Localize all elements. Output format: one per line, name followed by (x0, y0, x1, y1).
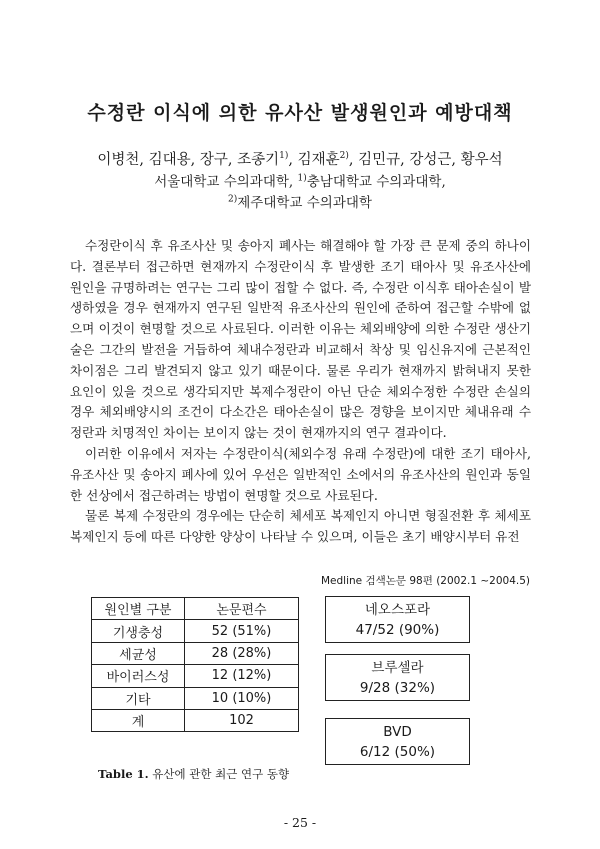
cell-count: 52 (51%) (185, 620, 299, 642)
cell-count: 10 (10%) (185, 687, 299, 709)
box-label: 네오스포라 (364, 602, 431, 618)
page-number: - 25 - (283, 815, 317, 830)
bvd-box (325, 718, 470, 765)
cell-cause: 바이러스성 (92, 665, 185, 687)
paragraph-3: 물론 복제 수정란의 경우에는 단순히 체세포 복제인지 아니면 형질전환 후 체세포 복제인지 등에 따른 다양한 양상이 나타날 수 있으며, 이들은 초기 배양시부터 유전 (70, 508, 531, 545)
table-row (92, 620, 299, 642)
affiliation-sup-1: 1) (297, 173, 307, 184)
table-caption (98, 766, 289, 782)
author-list (0, 150, 600, 171)
table-row (92, 665, 299, 687)
affiliation-line-2 (0, 193, 600, 214)
neospora-box (325, 596, 470, 643)
table-row (92, 709, 299, 731)
header-count: 논문편수 (185, 598, 299, 620)
authors-sup-a: 1) (279, 151, 289, 162)
paragraph-1: 수정란이식 후 유조사산 및 송아지 폐사는 해결해야 할 가장 큰 문제 중의 하나이다. 결론부터 접근하면 현재까지 수정란이식 후 발생한 조기 태아사 및 유조사산에 원인을 규명하려는 연구는 그리 많이 접할 수 없다. 즉, 수정란 이식후 태아손실이 발생하였을 경우 현재까지 연구된 일반적 유조사산의 원인에 준하여 접근할 수밖에 없으며 이것이 현명할 것으로 사료된다. 이러한 이유는 체외배양에 의한 수정란 생산기술은 그간의 발전을 거듭하여 체내수정란과 비교해서 착상 및 임신유지에 근본적인 차이점은 그리 발견되지 않고 있기 때문이다. 물론 우리가 현재까지 밝혀내지 못한 요인이 있을 것으로 생각되지만 복제수정란이 아닌 단순 체외수정한 수정란 손실의 경우 체외배양시의 조건이 다소간은 태아손실이 많은 경향을 보이지만 체내유래 수정란과 치명적인 차이는 보이지 않는 것이 현재까지의 연구 결과이다. (70, 238, 531, 441)
affiliation-seoul: 서울대학교 수의과대학, (154, 174, 298, 190)
box-label: 브루셀라 (371, 660, 424, 676)
cell-count: 28 (28%) (185, 642, 299, 664)
header-cause: 원인별 구분 (92, 598, 185, 620)
authors-part-b: , 김재훈 (288, 152, 340, 168)
table-header-row (92, 598, 299, 620)
research-table (91, 597, 299, 732)
authors-part-c: , 김민규, 강성근, 황우석 (348, 152, 503, 168)
affiliation-sup-2: 2) (228, 194, 238, 205)
cell-count: 102 (185, 709, 299, 731)
cell-cause: 기타 (92, 687, 185, 709)
affiliation-chungnam: 충남대학교 수의과대학, (306, 174, 446, 190)
affiliation-jeju: 제주대학교 수의과대학 (237, 195, 372, 211)
caption-label: Table 1. (98, 767, 149, 781)
table-source-note: Medline 검색논문 98편 (2002.1 ~2004.5) (320, 575, 530, 587)
caption-text: 유산에 관한 최근 연구 동향 (148, 767, 290, 781)
paper-title: 수정란 이식에 의한 유사산 발생원인과 예방대책 (87, 102, 513, 124)
box-value: 6/12 (50%) (359, 744, 436, 760)
cell-cause: 세균성 (92, 642, 185, 664)
box-value: 9/28 (32%) (359, 680, 436, 696)
affiliation-line-1 (0, 172, 600, 193)
cell-cause: 기생충성 (92, 620, 185, 642)
table-row (92, 687, 299, 709)
authors-sup-b: 2) (339, 151, 349, 162)
cell-count: 12 (12%) (185, 665, 299, 687)
box-label: BVD (383, 724, 412, 740)
brucella-box (325, 654, 470, 701)
body-text (70, 236, 531, 548)
table-row (92, 642, 299, 664)
paragraph-2: 이러한 이유에서 저자는 수정란이식(체외수정 유래 수정란)에 대한 조기 태아사, 유조사산 및 송아지 폐사에 있어 우선은 일반적인 소에서의 유조사산의 원인과 동일한 선상에서 접근하려는 방법이 현명할 것으로 사료된다. (70, 445, 531, 503)
box-value: 47/52 (90%) (355, 622, 440, 638)
authors-part-a: 이병천, 김대용, 장구, 조종기 (97, 152, 280, 168)
cell-cause: 계 (92, 709, 185, 731)
